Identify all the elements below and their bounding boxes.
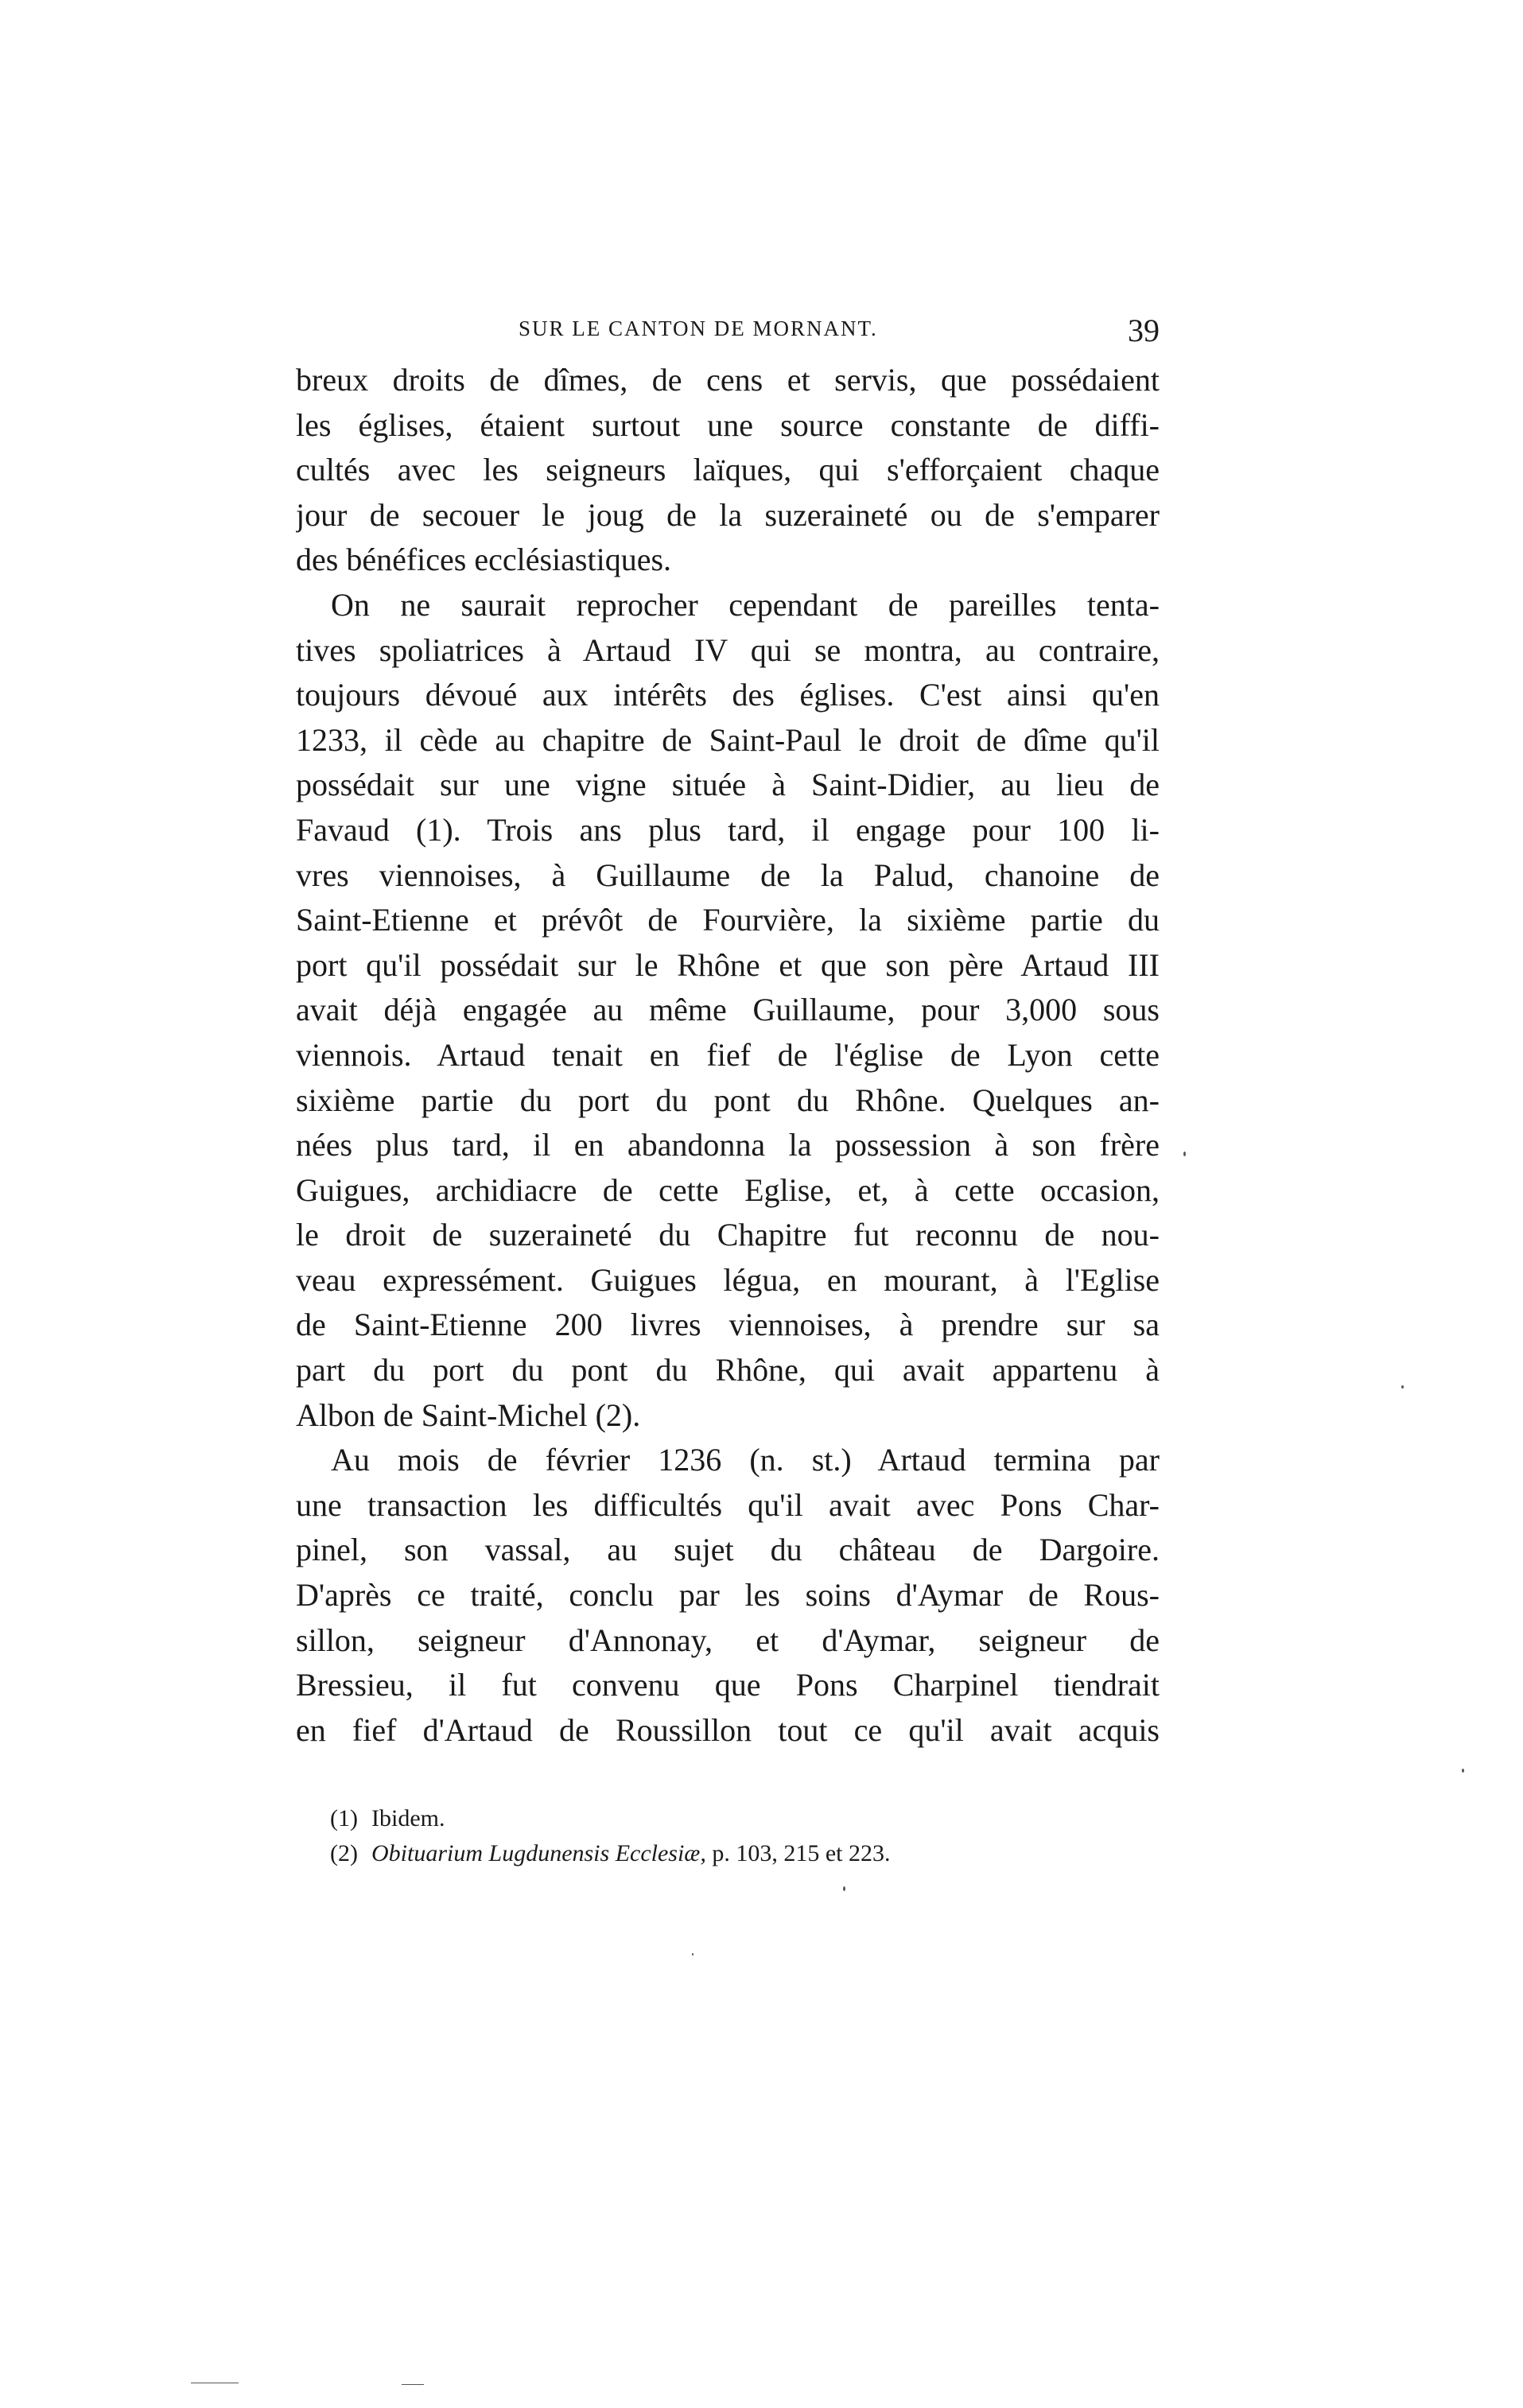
scan-speck <box>1462 1769 1464 1773</box>
running-head <box>296 312 1160 351</box>
text-line: part du port du pont du Rhône, qui avait appartenu à <box>296 1352 1160 1388</box>
scan-speck <box>692 1953 694 1956</box>
page-number: 39 <box>1128 313 1160 348</box>
scan-speck <box>1183 1152 1186 1156</box>
text-line: toujours dévoué aux intérêts des églises. C'est ainsi qu'en <box>296 677 1160 713</box>
text-line: breux droits de dîmes, de cens et servis, que possédaient <box>296 362 1160 398</box>
text-line: une transaction les difficultés qu'il avait avec Pons Char- <box>296 1486 1160 1523</box>
text-line: de Saint-Etienne 200 livres viennoises, à prendre sur sa <box>296 1307 1160 1343</box>
footnote-marker: (2) <box>330 1840 358 1866</box>
text-line: cultés avec les seigneurs laïques, qui s'efforçaient chaque <box>296 452 1160 488</box>
text-line: Albon de Saint-Michel (2). <box>296 1396 641 1433</box>
text-line: sixième partie du port du pont du Rhône. Quelques an- <box>296 1082 1160 1118</box>
footnote-italic: Obituarium Lugdunensis Ecclesiæ, <box>371 1840 706 1866</box>
text-line: Favaud (1). Trois ans plus tard, il engage pour 100 li- <box>296 811 1160 848</box>
footnote-text: p. 103, 215 et 223. <box>705 1840 891 1866</box>
text-line: Guigues, archidiacre de cette Eglise, et, à cette occasion, <box>296 1171 1160 1208</box>
text-line: sillon, seigneur d'Annonay, et d'Aymar, seigneur de <box>296 1622 1160 1658</box>
text-line: Bressieu, il fut convenu que Pons Charpinel tiendrait <box>296 1667 1160 1703</box>
text-line: jour de secouer le joug de la suzeraineté ou de s'emparer <box>296 496 1160 533</box>
text-line: tives spoliatrices à Artaud IV qui se montra, au contraire, <box>296 631 1160 668</box>
body-text <box>296 358 1160 1753</box>
scan-speck <box>402 2384 424 2385</box>
text-line: viennois. Artaud tenait en fief de l'église de Lyon cette <box>296 1036 1160 1073</box>
text-line: Saint-Etienne et prévôt de Fourvière, la sixième partie du <box>296 902 1160 938</box>
text-line: le droit de suzeraineté du Chapitre fut reconnu de nou- <box>296 1217 1160 1253</box>
footnote-marker: (1) <box>330 1805 358 1831</box>
running-title: SUR LE CANTON DE MORNANT. <box>519 317 878 340</box>
text-line: On ne saurait reprocher cependant de pareilles tenta- <box>331 586 1160 623</box>
text-line: les églises, étaient surtout une source constante de diffi- <box>296 406 1160 443</box>
paragraph-3 <box>296 1438 1160 1753</box>
footnote-1 <box>330 1801 1160 1836</box>
text-line: 1233, il cède au chapitre de Saint-Paul le droit de dîme qu'il <box>296 721 1160 758</box>
text-line: D'après ce traité, conclu par les soins d'Aymar de Rous- <box>296 1577 1160 1614</box>
text-line: avait déjà engagée au même Guillaume, pour 3,000 sous <box>296 992 1160 1028</box>
footnotes <box>330 1801 1160 1871</box>
footnote-2 <box>330 1836 1160 1871</box>
footnote-text: Ibidem. <box>371 1805 445 1831</box>
text-line: vres viennoises, à Guillaume de la Palud, chanoine de <box>296 856 1160 893</box>
text-line: nées plus tard, il en abandonna la possession à son frère <box>296 1127 1160 1163</box>
text-line: port qu'il possédait sur le Rhône et que son père Artaud III <box>296 946 1160 983</box>
scan-speck <box>1401 1385 1404 1388</box>
text-line: possédait sur une vigne située à Saint-Didier, au lieu de <box>296 767 1160 803</box>
paragraph-1 <box>296 358 1160 583</box>
text-line: des bénéfices ecclésiastiques. <box>296 542 672 578</box>
paragraph-2 <box>296 583 1160 1438</box>
text-line: pinel, son vassal, au sujet du château de Dargoire. <box>296 1532 1160 1568</box>
text-line: veau expressément. Guigues légua, en mourant, à l'Eglise <box>296 1261 1160 1298</box>
scan-speck <box>843 1886 845 1891</box>
text-line: Au mois de février 1236 (n. st.) Artaud termina par <box>331 1442 1160 1478</box>
text-line: en fief d'Artaud de Roussillon tout ce qu'il avait acquis <box>296 1711 1160 1748</box>
